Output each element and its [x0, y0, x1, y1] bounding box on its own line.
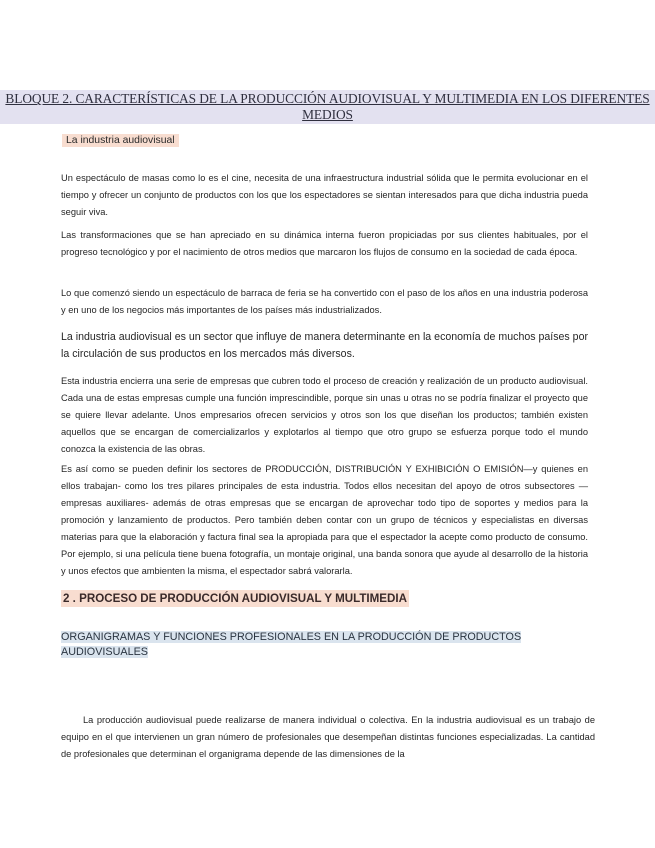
- final-paragraph: La producción audiovisual puede realizarse de manera individual o colectiva. En la industria audiovisual es un trabajo de equipo en el que intervienen un gran número de profesionales que desempeñan distintas funciones especializadas. La cantidad de profesionales que determinan el organigrama depende de las dimensiones de la: [61, 715, 595, 759]
- paragraph-3: Lo que comenzó siendo un espectáculo de barraca de feria se ha convertido con el paso de los años en una industria poderosa y en uno de los negocios más importantes de los países más industrializados.: [61, 288, 588, 315]
- paragraph-5: Esta industria encierra una serie de empresas que cubren todo el proceso de creación y realización de un producto audiovisual. Cada una de estas empresas cumple una función imprescindible, porque sin unas u otras no se podría finalizar el proyecto que se quiere llevar adelante. Unos empresarios ofrecen servicios y otros son los que diseñan los productos; también existen aquellos que se encargan de comercializarlos y explotarlos al tiempo que otro grupo se esfuerza porque todo el mundo conozca la existencia de las obras.: [61, 376, 588, 454]
- paragraph-4: La industria audiovisual es un sector que influye de manera determinante en la economía de muchos países por la circulación de sus productos en los mercados más diversos.: [61, 331, 588, 360]
- section-heading: [61, 592, 599, 605]
- section-heading-text: 2 . PROCESO DE PRODUCCIÓN AUDIOVISUAL Y MULTIMEDIA: [63, 592, 407, 605]
- page-title: BLOQUE 2. CARACTERÍSTICAS DE LA PRODUCCIÓN AUDIOVISUAL Y MULTIMEDIA EN LOS DIFERENTES MEDIOS: [0, 90, 655, 124]
- subsection-heading-text: ORGANIGRAMAS Y FUNCIONES PROFESIONALES EN LA PRODUCCIÓN DE PRODUCTOS AUDIOVISUALES: [61, 631, 522, 658]
- paragraph-1: Un espectáculo de masas como lo es el cine, necesita de una infraestructura industrial sólida que le permita evolucionar en el tiempo y ofrecer un conjunto de productos con los que los espectadores se sientan interesados para que dicha industria pueda seguir viva.: [61, 173, 588, 217]
- title-container: [0, 90, 655, 124]
- subheading-industria: La industria audiovisual: [62, 134, 179, 147]
- paragraph-6: Es así como se pueden definir los sectores de PRODUCCIÓN, DISTRIBUCIÓN Y EXHIBICIÓN O EMISIÓN—y quienes en ellos trabajan- como los tres pilares principales de esta industria. Todos ellos necesitan del apoyo de otros subsectores —empresas auxiliares- además de otras empresas que se encargan de aprovechar todo tipo de soportes y medios para la promoción y lanzamiento de productos. Pero también deben contar con un grupo de técnicos y especialistas en diversas materias para que la elaboración y factura final sea la apropiada para que el espectador la acepte como producto de consumo. Por ejemplo, si una película tiene buena fotografía, un montaje original, una banda sonora que ayude al desarrollo de la historia y unos efectos que ambienten la misma, el espectador sabrá valorarla.: [61, 464, 588, 576]
- subsection-heading: [61, 630, 591, 660]
- paragraph-2: Las transformaciones que se han apreciado en su dinámica interna fueron propiciadas por sus clientes habituales, por el progreso tecnológico y por el nacimiento de otros medios que marcaron los flujos de consumo en la sociedad de cada época.: [61, 230, 588, 257]
